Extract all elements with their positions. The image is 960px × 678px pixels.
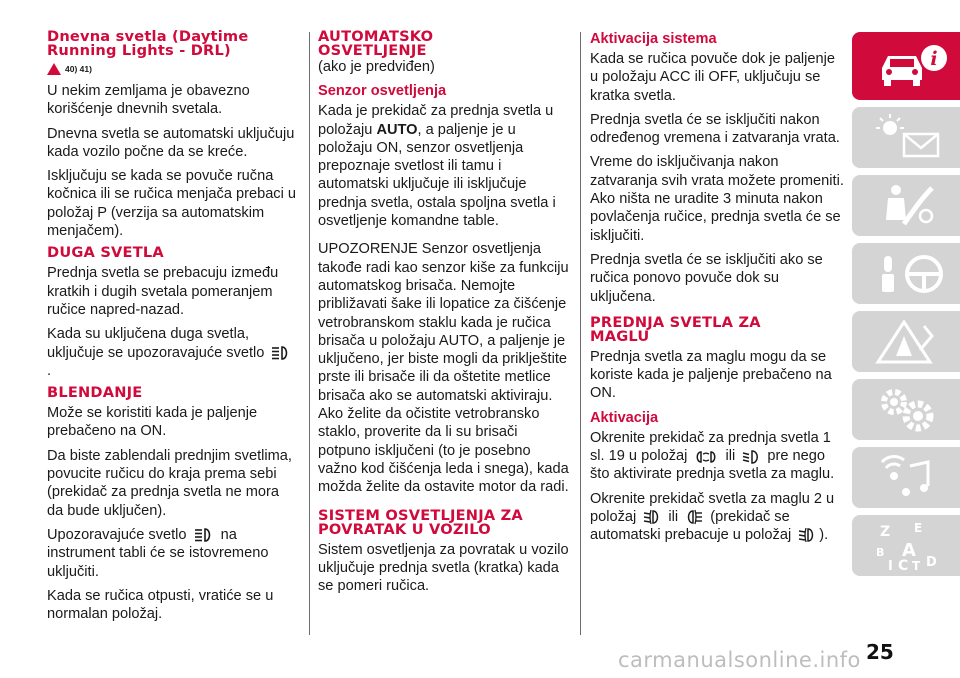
index-icon xyxy=(874,520,952,572)
warning-ref-numbers: 40) 41) xyxy=(65,63,92,74)
heading-sistem: SISTEM OSVETLJENJA ZA POVRATAK U VOZILO xyxy=(318,506,523,538)
column-middle xyxy=(318,30,570,601)
rear-fog-light-icon xyxy=(684,509,704,525)
paragraph: Sistem osvetljenja za povratak u vozilo uključuje prednja svetla (kratka) kada se pomeri ručica. xyxy=(318,541,569,595)
paragraph: Kada se ručica povuče dok je paljenje u položaju ACC ili OFF, uključuju se kratka svetla. xyxy=(590,51,836,104)
high-beam-icon xyxy=(193,527,215,543)
front-fog-light-icon xyxy=(642,509,662,525)
warning-triangle-icon xyxy=(47,63,61,75)
safety-icon xyxy=(874,180,952,232)
column-divider xyxy=(580,32,581,635)
driving-icon xyxy=(874,248,952,300)
warning-reference xyxy=(47,62,297,76)
svg-text:Z: Z xyxy=(880,523,891,540)
paragraph: UPOZORENJE Senzor osvetljenja takođe radi kao senzor kiše za funkciju automatskog brisača. Nemojte približavati šake ili lopatice za čišćenje vetrobranskom staklu kada je ručica brisača u položaju AUTO, a paljenje je uključeno, jer biste mogli da priklještite prste ili brisače ili da oštetite metlice brisača ako se automatski aktiviraju. Ako želite da očistite vetrobransko staklo, proverite da li su brisači potpuno isključeni (to je posebno važno kod čišćenja leda i snega), kada možda želite da ostavite motor da radi. xyxy=(318,241,569,496)
heading-senzor: Senzor osvetljenja xyxy=(318,83,447,100)
paragraph: Prednja svetla će se isključiti ako se ručica ponovo povuče dok su uključena. xyxy=(590,251,823,305)
tab-warning-lights[interactable] xyxy=(852,107,960,168)
heading-automatsko: AUTOMATSKO OSVETLJENJE xyxy=(318,28,434,59)
paragraph: Upozoravajuće svetlo na instrument tabli će se istovremeno uključiti. xyxy=(47,526,269,580)
page-number: 25 xyxy=(866,640,894,664)
paragraph: Kada je prekidač za prednja svetla u položaju AUTO, a paljenje je u položaju ON, senzor osvetljenja prepoznaje svetlost ili tamu i automatski uključuje ili isključuje prednja svetla, ostala spoljna svetla i osvetljenje komandne table. xyxy=(318,103,556,230)
paragraph: Da biste zablendali prednjim svetlima, povucite ručicu do kraja prema sebi (prekidač za prednja svetla ne mora da bude uključen). xyxy=(47,447,292,519)
paragraph: Može se koristiti kada je paljenje prebačeno na ON. xyxy=(47,405,258,440)
tab-emergency[interactable] xyxy=(852,311,960,372)
paragraph: Kada se ručica otpusti, vratiće se u normalan položaj. xyxy=(47,587,274,623)
tab-maintenance[interactable] xyxy=(852,379,960,440)
tab-index[interactable] xyxy=(852,515,960,576)
column-divider xyxy=(309,32,310,635)
svg-text:i: i xyxy=(930,48,938,70)
warning-lights-icon xyxy=(874,112,952,164)
paragraph: Prednja svetla će se isključiti nakon određenog vremena i zatvaranja vrata. xyxy=(590,111,840,147)
tab-car-info[interactable] xyxy=(852,32,960,100)
paragraph: Prednja svetla se prebacuju između kratkih i dugih svetala pomeranjem ručice napred-nazad. xyxy=(47,265,279,318)
paragraph: Kada su uključena duga svetla, uključuje se upozoravajuće svetlo . xyxy=(47,325,297,380)
tab-driving[interactable] xyxy=(852,243,960,304)
paragraph: U nekim zemljama je obavezno korišćenje dnevnih svetala. xyxy=(47,83,250,118)
svg-text:B: B xyxy=(876,545,885,559)
tab-safety[interactable] xyxy=(852,175,960,236)
paragraph: Okrenite prekidač za prednja svetla 1 sl. 19 u položaj ili pre nego što aktivirate prednja svetla za maglu. xyxy=(590,429,835,483)
maintenance-icon xyxy=(874,384,952,436)
paragraph: Dnevna svetla se automatski uključuju kada vozilo počne da se kreće. xyxy=(47,125,295,160)
heading-prednja-svetla-za-maglu: PREDNJA SVETLA ZA MAGLU xyxy=(590,313,761,345)
watermark: carmanualsonline.info xyxy=(618,648,861,672)
multimedia-icon xyxy=(874,452,952,504)
front-fog-light-icon xyxy=(797,527,817,543)
svg-text:D: D xyxy=(926,554,937,570)
svg-text:A: A xyxy=(902,539,916,561)
low-beam-icon xyxy=(741,450,761,464)
svg-text:C: C xyxy=(898,557,909,572)
subtitle: (ako je predviđen) xyxy=(318,59,435,75)
heading-aktivacija: Aktivacija xyxy=(590,409,659,426)
heading-blendanje: BLENDANJE xyxy=(47,384,143,402)
column-left xyxy=(47,30,297,629)
svg-text:E: E xyxy=(914,520,923,535)
tab-multimedia[interactable] xyxy=(852,447,960,508)
svg-text:I: I xyxy=(888,558,893,572)
paragraph: Okrenite prekidač svetla za maglu 2 u položaj ili (prekidač se automatski prebacuje u položaj ). xyxy=(590,490,835,544)
side-lights-icon xyxy=(693,450,719,464)
car-info-icon xyxy=(874,40,952,92)
svg-text:T: T xyxy=(912,558,921,572)
paragraph: Isključuju se kada se povuče ručna kočnica ili se ručica menjača prebaci u položaj P (verzija sa automatskim menjačem). xyxy=(47,168,297,240)
paragraph: Vreme do isključivanja nakon zatvaranja svih vrata možete promeniti. Ako ništa ne uradite 3 minuta nakon povlačenja ručice, prednja svetla će se isključiti. xyxy=(590,154,844,244)
chapter-tabs xyxy=(852,32,960,583)
heading-drl: Dnevna svetla (Daytime Running Lights - DRL) xyxy=(47,28,249,59)
heading-duga-svetla: DUGA SVETLA xyxy=(47,244,164,262)
column-right xyxy=(590,30,845,551)
emergency-icon xyxy=(874,316,952,368)
heading-aktivacija-sistema: Aktivacija sistema xyxy=(590,31,717,47)
high-beam-icon xyxy=(270,345,292,361)
paragraph: Prednja svetla za maglu mogu da se koriste kada je paljenje prebačeno na ON. xyxy=(590,348,832,402)
